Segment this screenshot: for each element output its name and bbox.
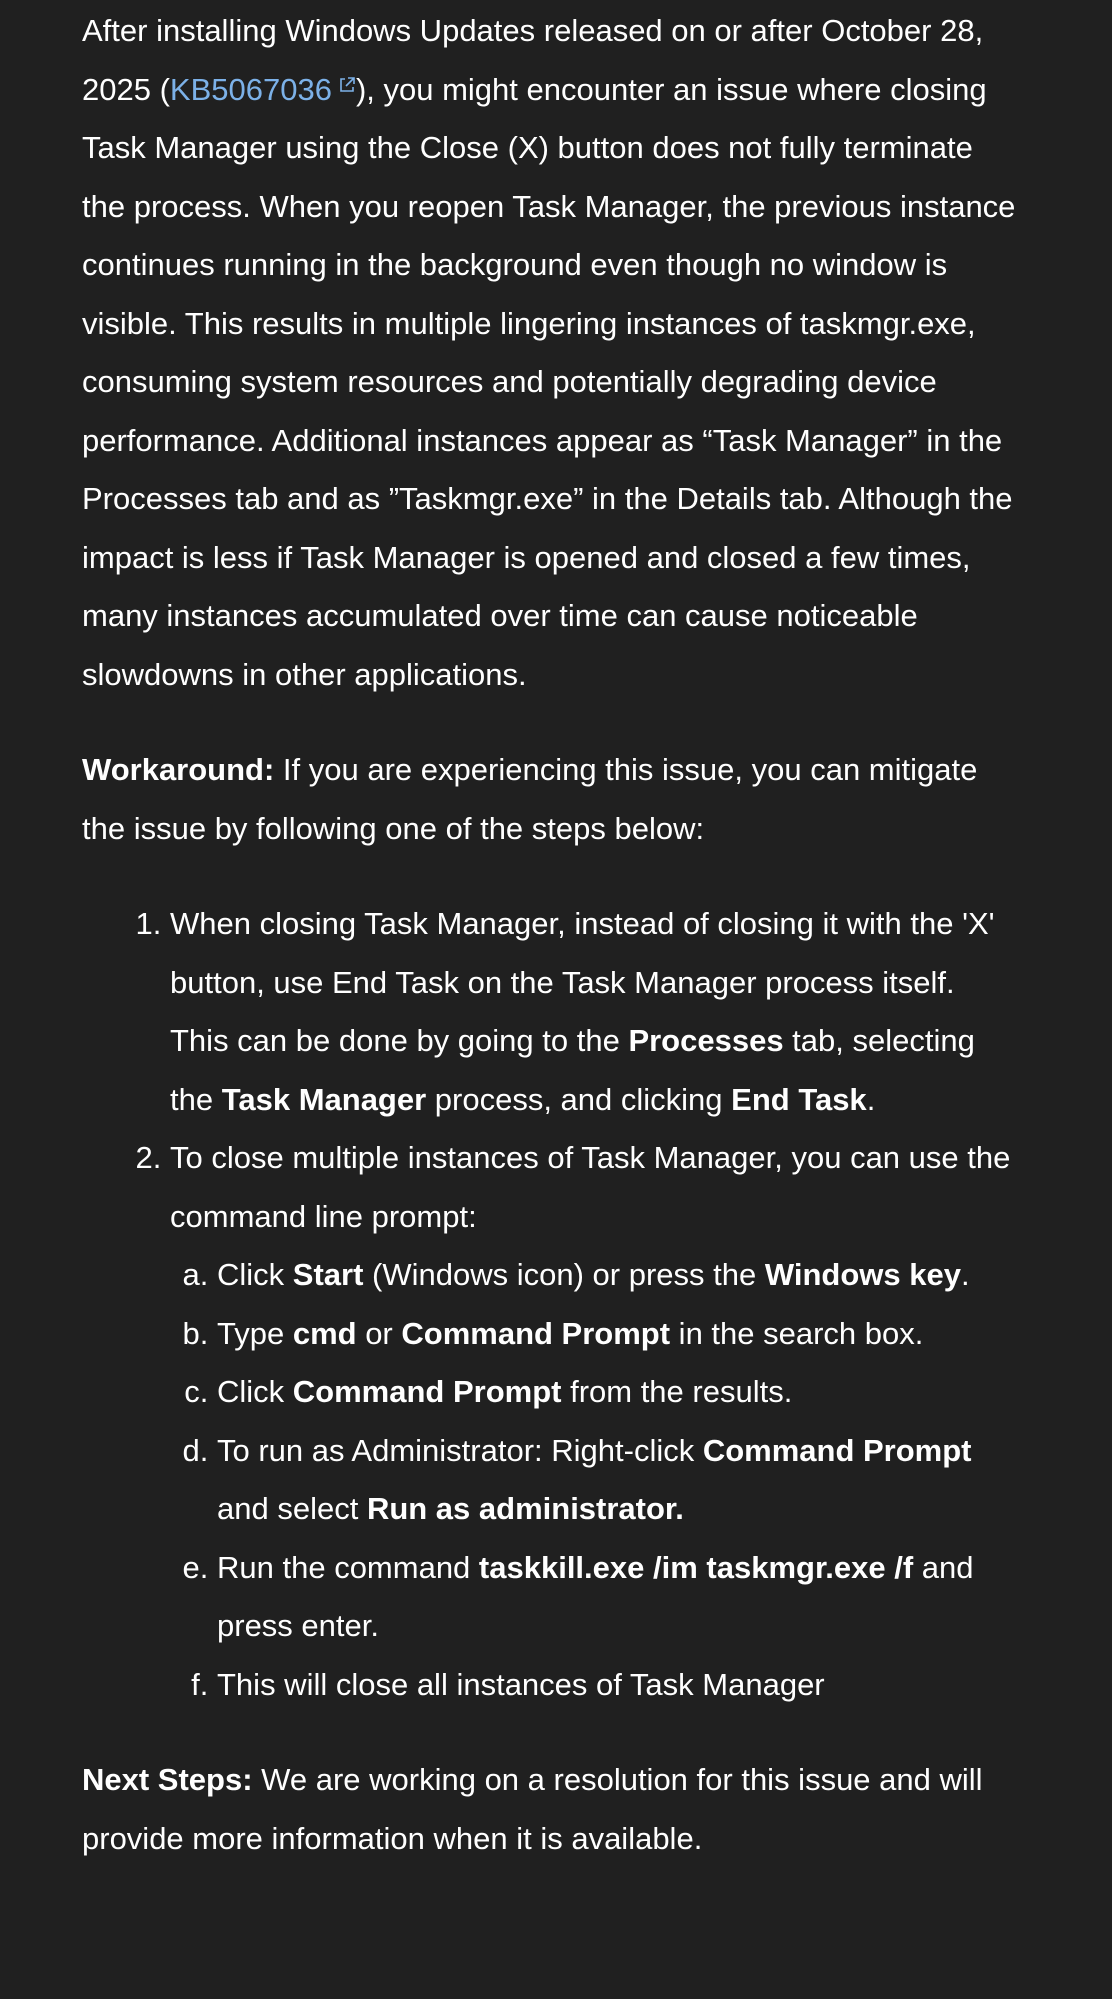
substep-d-run-as-admin: Run as administrator.: [366, 1491, 684, 1526]
substep-b-cmd: cmd: [292, 1315, 357, 1351]
article-body: [82, 2, 1017, 1868]
substep-a-text: Click: [217, 1257, 293, 1292]
next-steps-text: We are working on a resolution for this issue and will provide more information when it is available.: [82, 1762, 983, 1856]
step-2-text: To close multiple instances of Task Manager, you can use the command line prompt:: [170, 1140, 1011, 1234]
substep-c-text-2: from the results.: [561, 1374, 793, 1409]
substep-b-text: Type: [217, 1315, 293, 1351]
step-2: [170, 1129, 1017, 1714]
substep-e-text: Run the command: [217, 1549, 479, 1585]
kb-link-text[interactable]: KB5067036: [169, 71, 332, 107]
next-steps-paragraph: [82, 1751, 1017, 1868]
substep-e-text-2: and press enter.: [217, 1549, 974, 1643]
substep-d-command-prompt: Command Prompt: [702, 1432, 972, 1468]
step-1-text-2: tab, selecting the: [170, 1023, 975, 1117]
next-steps-label: Next Steps:: [82, 1762, 253, 1797]
substep-b: [217, 1305, 1017, 1364]
substep-a-start: Start: [292, 1257, 364, 1292]
workaround-steps-list: [82, 895, 1017, 1714]
workaround-text: If you are experiencing this issue, you can mitigate the issue by following one of the steps below:: [82, 752, 978, 846]
workaround-label: Workaround:: [82, 752, 275, 787]
substep-d-text-2: and select: [217, 1491, 367, 1526]
substep-c-command-prompt: Command Prompt: [292, 1374, 562, 1409]
step-1-end-task: End Task: [731, 1081, 867, 1117]
step-1-processes: Processes: [628, 1023, 784, 1058]
step-1-text: When closing Task Manager, instead of closing it with the 'X' button, use End Task on the Task Manager process itself. This can be done by going to the: [170, 906, 995, 1058]
step-1: [170, 895, 1017, 1129]
kb-article-link[interactable]: [170, 72, 356, 107]
step-1-text-3: process, and clicking: [426, 1081, 732, 1117]
substep-b-command-prompt: Command Prompt: [401, 1315, 671, 1351]
external-link-icon: [338, 76, 356, 94]
intro-text-after-link: ), you might encounter an issue where closing Task Manager using the Close (X) button does not fully terminate the process. When you reopen Task Manager, the previous instance continues running in the background even though no window is visible. This results in multiple lingering instances of taskmgr.exe, consuming system resources and potentially degrading device performance. Additional instances appear as “Task Manager” in the Processes tab and as ”Taskmgr.exe” in the Details tab. Although the impact is less if Task Manager is opened and closed a few times, many instances accumulated over time can cause noticeable slowdowns in other applications.: [82, 71, 1016, 692]
substep-a-windows-key: Windows key: [764, 1257, 961, 1292]
substep-a-text-3: .: [960, 1257, 970, 1292]
substep-e-taskkill-command: taskkill.exe /im taskmgr.exe /f: [478, 1549, 914, 1585]
step-1-text-4: .: [866, 1081, 876, 1117]
substep-d-text: To run as Administrator: Right-click: [217, 1432, 703, 1468]
substep-e: [217, 1539, 1017, 1656]
substep-b-text-2: or: [356, 1315, 402, 1351]
substep-c-text: Click: [217, 1374, 293, 1409]
substep-b-text-3: in the search box.: [670, 1315, 924, 1351]
substep-f-text: This will close all instances of Task Manager: [217, 1666, 825, 1702]
substep-d: [217, 1422, 1017, 1539]
substep-c: [217, 1363, 1017, 1422]
intro-text-before-link: After installing Windows Updates released on or after October 28, 2025 (: [82, 13, 984, 107]
intro-paragraph: [82, 2, 1017, 704]
step-1-task-manager: Task Manager: [221, 1081, 427, 1117]
substep-a: [217, 1246, 1017, 1305]
step-2-substeps-list: [170, 1246, 1017, 1714]
workaround-paragraph: [82, 741, 1017, 858]
substep-f: [217, 1656, 1017, 1715]
substep-a-text-2: (Windows icon) or press the: [363, 1257, 765, 1292]
